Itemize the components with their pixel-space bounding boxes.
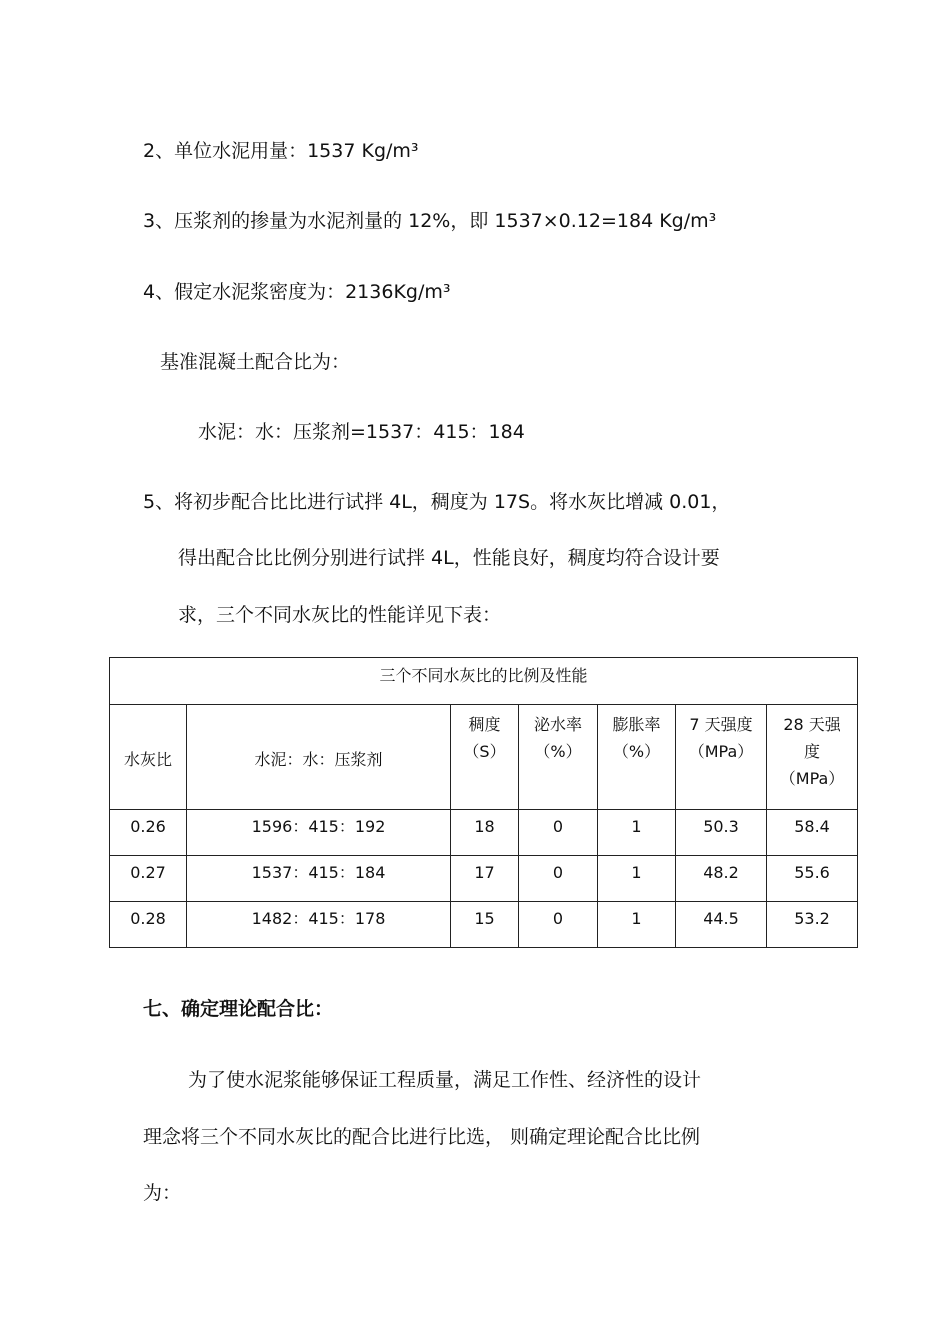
cell-mix: 1482：415：178 xyxy=(187,902,451,948)
cell-consistency: 18 xyxy=(451,810,519,856)
cell-mix: 1596：415：192 xyxy=(187,810,451,856)
header-consistency xyxy=(451,705,519,810)
header-expansion xyxy=(598,705,676,810)
paragraph-trial-line-1: 5、将初步配合比比进行试拌 4L，稠度为 17S。将水灰比增减 0.01， xyxy=(143,491,731,513)
header-strength-28d-line2: 度 xyxy=(804,742,821,761)
cell-expansion: 1 xyxy=(598,856,676,902)
header-consistency-line1: 稠度 xyxy=(468,715,501,734)
header-strength-28d xyxy=(767,705,858,810)
table-title: 三个不同水灰比的比例及性能 xyxy=(110,658,858,705)
table-row xyxy=(110,856,858,902)
table-header-row xyxy=(110,705,858,810)
cell-strength-28d: 58.4 xyxy=(767,810,858,856)
cell-expansion: 1 xyxy=(598,902,676,948)
paragraph-base-mix-label: 基准混凝土配合比为： xyxy=(160,351,351,373)
cell-wc-ratio: 0.26 xyxy=(110,810,187,856)
paragraph-admixture-dosage: 3、压浆剂的掺量为水泥剂量的 12%，即 1537×0.12=184 Kg/m³ xyxy=(143,210,717,232)
section-heading-theoretical-mix: 七、确定理论配合比： xyxy=(143,998,334,1020)
header-strength-7d-line2: （MPa） xyxy=(688,742,754,761)
section-paragraph-line-2: 理念将三个不同水灰比的配合比进行比选， 则确定理论配合比比例 xyxy=(143,1126,701,1148)
header-bleeding-line1: 泌水率 xyxy=(533,715,582,734)
cell-strength-28d: 53.2 xyxy=(767,902,858,948)
cell-mix: 1537：415：184 xyxy=(187,856,451,902)
cell-strength-7d: 48.2 xyxy=(676,856,767,902)
header-strength-7d-line1: 7 天强度 xyxy=(689,715,753,734)
header-bleeding xyxy=(519,705,598,810)
header-expansion-line1: 膨胀率 xyxy=(612,715,661,734)
paragraph-trial-line-2: 得出配合比比例分别进行试拌 4L，性能良好，稠度均符合设计要 xyxy=(178,547,720,569)
header-strength-28d-line1: 28 天强 xyxy=(783,715,841,734)
table-row xyxy=(110,810,858,856)
cell-wc-ratio: 0.27 xyxy=(110,856,187,902)
section-paragraph-line-1: 为了使水泥浆能够保证工程质量，满足工作性、经济性的设计 xyxy=(188,1069,702,1091)
performance-table xyxy=(109,657,858,948)
cell-strength-28d: 55.6 xyxy=(767,856,858,902)
header-wc-ratio: 水灰比 xyxy=(110,705,187,810)
cell-bleeding: 0 xyxy=(519,810,598,856)
header-bleeding-line2: （%） xyxy=(534,742,582,761)
paragraph-base-mix-ratio: 水泥：水：压浆剂=1537：415：184 xyxy=(198,421,525,443)
header-expansion-line2: （%） xyxy=(612,742,661,761)
cell-wc-ratio: 0.28 xyxy=(110,902,187,948)
cell-expansion: 1 xyxy=(598,810,676,856)
header-consistency-line2: （S） xyxy=(463,742,506,761)
header-mix: 水泥：水：压浆剂 xyxy=(187,705,451,810)
section-paragraph-line-3: 为： xyxy=(143,1182,182,1204)
cell-consistency: 15 xyxy=(451,902,519,948)
header-strength-7d xyxy=(676,705,767,810)
cell-consistency: 17 xyxy=(451,856,519,902)
cell-bleeding: 0 xyxy=(519,902,598,948)
paragraph-density: 4、假定水泥浆密度为：2136Kg/m³ xyxy=(143,281,451,303)
paragraph-cement-amount: 2、单位水泥用量：1537 Kg/m³ xyxy=(143,140,419,162)
paragraph-trial-line-3: 求，三个不同水灰比的性能详见下表： xyxy=(178,604,502,626)
table-row xyxy=(110,902,858,948)
cell-bleeding: 0 xyxy=(519,856,598,902)
cell-strength-7d: 44.5 xyxy=(676,902,767,948)
cell-strength-7d: 50.3 xyxy=(676,810,767,856)
header-strength-28d-line3: （MPa） xyxy=(779,769,845,788)
